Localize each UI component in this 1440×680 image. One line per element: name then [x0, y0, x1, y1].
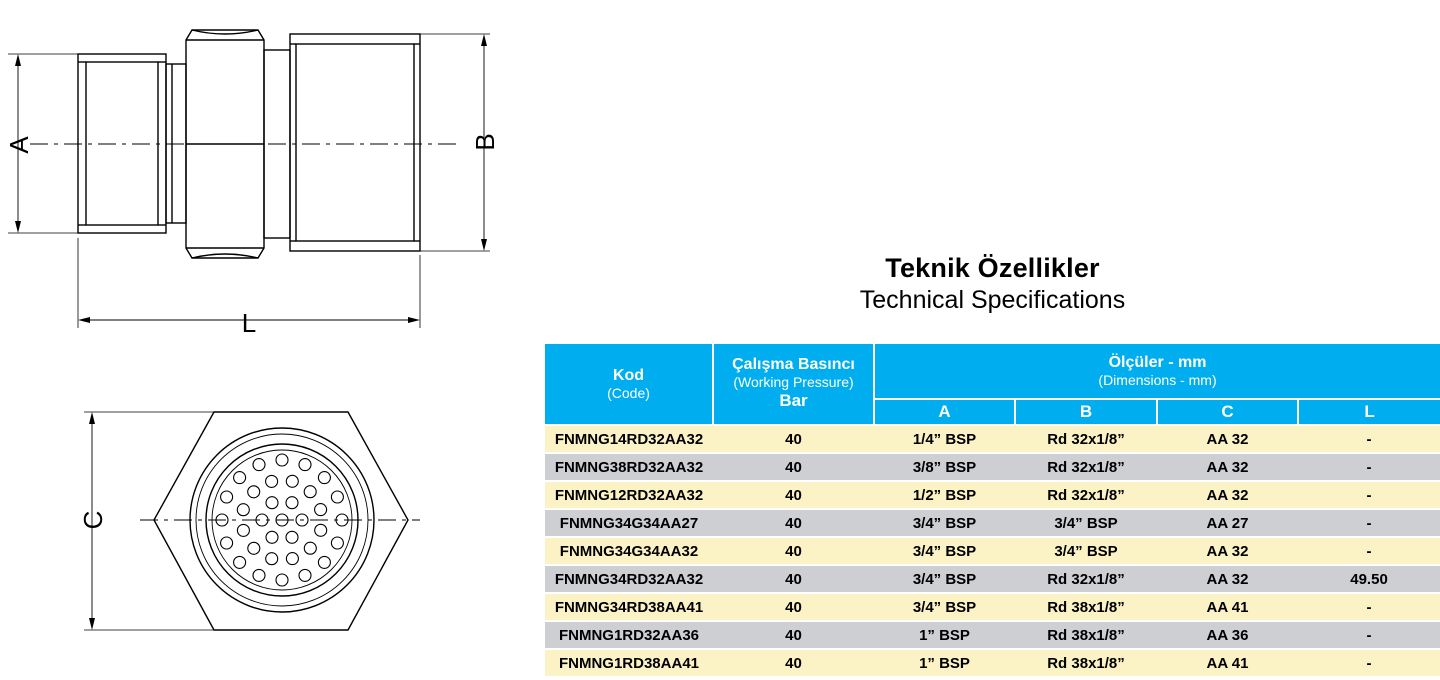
filter-hole [237, 524, 249, 536]
spec-table [545, 344, 1440, 676]
cell-code: FNMNG38RD32AA32 [545, 453, 713, 481]
filter-hole [286, 497, 298, 509]
cell-code: FNMNG34G34AA27 [545, 509, 713, 537]
cell-l: - [1298, 481, 1440, 509]
filter-hole [253, 459, 265, 471]
header-dims-en: (Dimensions - mm) [1098, 372, 1217, 388]
cell-code: FNMNG34RD38AA41 [545, 593, 713, 621]
filter-hole [266, 553, 278, 565]
header-dimensions [874, 344, 1440, 399]
filter-hole [266, 497, 278, 509]
table-row [545, 481, 1440, 509]
filter-hole [248, 486, 260, 498]
cell-b: Rd 32x1/8” [1015, 565, 1157, 593]
cell-a: 3/8” BSP [874, 453, 1015, 481]
filter-hole [221, 537, 233, 549]
cell-c: AA 41 [1157, 593, 1298, 621]
table-row [545, 593, 1440, 621]
cell-l: - [1298, 593, 1440, 621]
cell-b: 3/4” BSP [1015, 537, 1157, 565]
table-row [545, 509, 1440, 537]
cell-c: AA 32 [1157, 565, 1298, 593]
header-col-c: C [1157, 399, 1298, 425]
cell-pressure: 40 [713, 425, 874, 453]
dim-label-a: A [4, 136, 34, 154]
cell-a: 3/4” BSP [874, 593, 1015, 621]
cell-c: AA 36 [1157, 621, 1298, 649]
header-col-b: B [1015, 399, 1157, 425]
header-col-l: L [1298, 399, 1440, 425]
filter-hole [331, 491, 343, 503]
filter-hole [299, 459, 311, 471]
technical-drawing [0, 0, 540, 680]
cell-l: - [1298, 453, 1440, 481]
filter-hole [304, 486, 316, 498]
filter-hole [286, 553, 298, 565]
table-row [545, 537, 1440, 565]
cell-b: Rd 38x1/8” [1015, 621, 1157, 649]
header-code-en: (Code) [607, 385, 650, 401]
cell-b: Rd 32x1/8” [1015, 481, 1157, 509]
cell-l: - [1298, 425, 1440, 453]
filter-hole [299, 569, 311, 581]
filter-hole [315, 504, 327, 516]
cell-b: 3/4” BSP [1015, 509, 1157, 537]
front-view-drawing [84, 412, 420, 630]
cell-b: Rd 32x1/8” [1015, 425, 1157, 453]
filter-hole [286, 531, 298, 543]
filter-hole [253, 569, 265, 581]
filter-hole [318, 472, 330, 484]
filter-hole [221, 491, 233, 503]
header-code [545, 344, 713, 425]
filter-hole [237, 504, 249, 516]
filter-hole [315, 524, 327, 536]
cell-code: FNMNG34G34AA32 [545, 537, 713, 565]
header-col-a: A [874, 399, 1015, 425]
filter-hole [304, 542, 316, 554]
dim-label-c: C [78, 510, 108, 530]
header-pressure-tr: Çalışma Basıncı [732, 356, 855, 373]
cell-c: AA 32 [1157, 453, 1298, 481]
cell-pressure: 40 [713, 453, 874, 481]
filter-hole [248, 542, 260, 554]
filter-hole [266, 531, 278, 543]
cell-l: - [1298, 537, 1440, 565]
header-pressure [713, 344, 874, 425]
cell-pressure: 40 [713, 593, 874, 621]
cell-a: 3/4” BSP [874, 537, 1015, 565]
table-row [545, 565, 1440, 593]
cell-b: Rd 38x1/8” [1015, 593, 1157, 621]
cell-pressure: 40 [713, 509, 874, 537]
header-pressure-unit: Bar [779, 391, 808, 410]
cell-l: 49.50 [1298, 565, 1440, 593]
cell-a: 3/4” BSP [874, 509, 1015, 537]
table-row [545, 425, 1440, 453]
filter-hole [276, 454, 288, 466]
cell-l: - [1298, 649, 1440, 676]
cell-code: FNMNG1RD38AA41 [545, 649, 713, 676]
cell-code: FNMNG14RD32AA32 [545, 425, 713, 453]
cell-c: AA 27 [1157, 509, 1298, 537]
table-row [545, 621, 1440, 649]
cell-c: AA 32 [1157, 481, 1298, 509]
filter-hole [234, 556, 246, 568]
filter-hole [318, 556, 330, 568]
cell-a: 3/4” BSP [874, 565, 1015, 593]
spec-titles [545, 250, 1440, 315]
filter-hole [331, 537, 343, 549]
table-row [545, 453, 1440, 481]
filter-hole [276, 574, 288, 586]
cell-a: 1/2” BSP [874, 481, 1015, 509]
cell-c: AA 32 [1157, 425, 1298, 453]
dim-label-l: L [241, 308, 257, 338]
cell-l: - [1298, 621, 1440, 649]
title-english: Technical Specifications [859, 286, 1126, 314]
cell-code: FNMNG34RD32AA32 [545, 565, 713, 593]
cell-a: 1” BSP [874, 649, 1015, 676]
cell-pressure: 40 [713, 565, 874, 593]
side-view-drawing [8, 30, 490, 328]
filter-hole [286, 475, 298, 487]
header-dims-tr: Ölçüler - mm [1108, 354, 1207, 371]
cell-b: Rd 32x1/8” [1015, 453, 1157, 481]
cell-pressure: 40 [713, 481, 874, 509]
filter-hole [234, 472, 246, 484]
cell-c: AA 41 [1157, 649, 1298, 676]
cell-c: AA 32 [1157, 537, 1298, 565]
cell-pressure: 40 [713, 621, 874, 649]
title-turkish: Teknik Özellikler [885, 253, 1100, 283]
header-code-tr: Kod [612, 367, 645, 384]
cell-a: 1/4” BSP [874, 425, 1015, 453]
header-pressure-en: (Working Pressure) [733, 374, 854, 390]
dim-label-b: B [470, 133, 500, 151]
cell-b: Rd 38x1/8” [1015, 649, 1157, 676]
cell-pressure: 40 [713, 649, 874, 676]
cell-pressure: 40 [713, 537, 874, 565]
table-row [545, 649, 1440, 676]
cell-code: FNMNG12RD32AA32 [545, 481, 713, 509]
cell-a: 1” BSP [874, 621, 1015, 649]
cell-l: - [1298, 509, 1440, 537]
filter-hole [266, 475, 278, 487]
cell-code: FNMNG1RD32AA36 [545, 621, 713, 649]
